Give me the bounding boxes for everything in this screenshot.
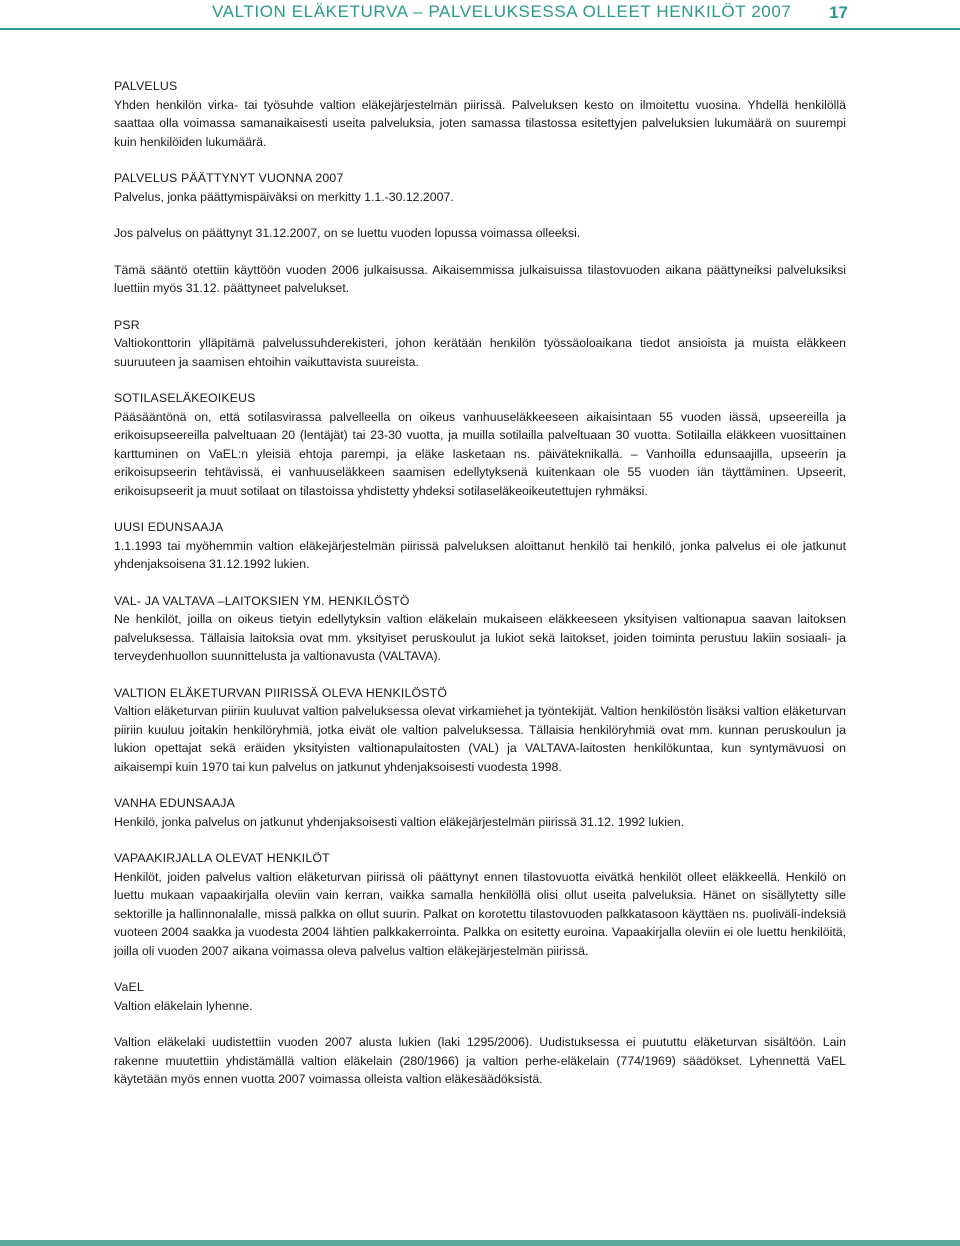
section-heading: VaEL [114,980,144,994]
section-text: Jos palvelus on päättynyt 31.12.2007, on se luettu vuoden lopussa voimassa olleeksi. [114,226,581,240]
section-text: Palvelus, jonka päättymispäiväksi on merkitty 1.1.-30.12.2007. [114,189,454,204]
section-heading: PALVELUS PÄÄTTYNYT VUONNA 2007 [114,171,344,185]
section-psr [114,316,846,372]
section-text: Valtion eläkelaki uudistettiin vuoden 2007 alusta lukien (laki 1295/2006). Uudistuksessa ei puututtu eläketurvan sisältöön. Lain rakenne muutettiin yhdistämällä valtion eläkelain (280/1966) ja valtion perhe-eläkelain (774/1969) säädökset. Lyhennettä VaEL käytetään myös ennen vuotta 2007 voimassa olleista valtion eläkesäädöksistä. [114,1035,846,1086]
section-heading: VANHA EDUNSAAJA [114,796,235,810]
section-heading: VALTION ELÄKETURVAN PIIRISSÄ OLEVA HENKILÖSTÖ [114,685,448,700]
section-text: Tämä sääntö otettiin käyttöön vuoden 2006 julkaisussa. Aikaisemmissa julkaisuissa tilastovuoden aikana päättyneiksi palveluksiksi luettiin myös 31.12. päättyneet palvelukset. [114,262,846,295]
page-header [0,0,960,28]
section-heading: UUSI EDUNSAAJA [114,520,224,534]
section-valtion-elaketurvan [114,684,846,777]
section-heading: VAL- JA VALTAVA –LAITOKSIEN YM. HENKILÖSTÖ [114,593,410,608]
section-heading: PSR [114,317,140,332]
section-heading: VAPAAKIRJALLA OLEVAT HENKILÖT [114,851,330,865]
header-divider [0,28,960,30]
section-text: 1.1.1993 tai myöhemmin valtion eläkejärjestelmän piirissä palveluksen aloittanut henkilö tai henkilö, jonka palvelus ei ole jatkunut yhdenjaksoisena 31.12.1992 lukien. [114,538,846,571]
section-val-valtava [114,592,846,666]
section-palvelus [114,77,846,151]
section-palvelus-paattynyt [114,169,846,298]
section-text: Yhden henkilön virka- tai työsuhde valtion eläkejärjestelmän piirissä. Palveluksen kesto on ilmoitettu vuosina. Yhdellä henkilöllä saattaa olla voimassa samanaikaisesti useita palveluksia, joten samassa tilastossa esitettyjen palveluksien lukumäärä on suurempi kuin henkilöiden lukumäärä. [114,97,846,149]
footer-band [0,1240,960,1246]
section-heading: PALVELUS [114,79,178,93]
section-vanha-edunsaaja [114,794,846,831]
section-vapaakirjalla [114,849,846,960]
section-vael [114,978,846,1089]
section-text: Henkilöt, joiden palvelus valtion eläketurvan piirissä oli päättynyt ennen tilastovuotta eivätkä henkilöt olleet eläkkeellä. Henkilö on luettu mukaan vapaakirjalla oleviin vain kerran, vaikka samalla henkilöllä olisi ollut useita palveluksia. Hänet on sisällytetty sille sektorille ja hallinnonalalle, missä palkka on ollut suurin. Palkat on korotettu tilastovuoden palkkatasoon käyttäen ns. puoliväli-indeksiä vuoteen 2004 saakka ja vuodesta 2004 lähtien palkkakerrointa. Palkka on esitetty euroina. Vapaakirjalla oleviin ei ole luettu henkilöitä, joilla oli vuoden 2007 aikana voimassa oleva palvelus valtion eläkejärjestelmän piirissä. [114,869,846,958]
glossary-content [114,77,846,1107]
section-text: Ne henkilöt, joilla on oikeus tietyin edellytyksin valtion eläkelain mukaiseen eläkkeeseen yksityisen valtionapua saavan laitoksen palveluksessa. Tällaisia laitoksia ovat mm. yksityiset peruskoulut ja lukiot sekä laitokset, joiden toiminta perustuu lakiin sosiaali- ja terveydenhuollon suunnittelusta ja valtionavusta (VALTAVA). [114,612,846,663]
section-text: Valtiokonttorin ylläpitämä palvelussuhderekisteri, johon kerätään henkilön työssäoloaikana tiedot ansioista ja muista eläkkeen suuruuteen ja saamisen ehtoihin vaikuttavista suureista. [114,336,846,369]
page-number: 17 [829,3,848,22]
section-text: Henkilö, jonka palvelus on jatkunut yhdenjaksoisesti valtion eläkejärjestelmän piirissä 31.12. 1992 lukien. [114,814,685,829]
section-uusi-edunsaaja [114,518,846,574]
section-text: Valtion eläketurvan piiriin kuuluvat valtion palveluksessa olevat virkamiehet ja työntekijät. Valtion henkilöstön lisäksi valtion eläketurvan piiriin kuuluu joitakin henkilöryhmiä, jotka eivät ole valtion palveluksessa. Tällaisia henkilöryhmiä ovat mm. kunnan peruskoulun ja lukion opettajat sekä eräiden yksityisten valtionapulaitosten (VAL) ja VALTAVA-laitosten henkilökuntaa, kun syntymävuosi on aikaisempi kuin 1970 tai kun palvelus on jatkunut yhdenjaksoisesti vuodesta 1998. [114,704,846,774]
section-heading: SOTILASELÄKEOIKEUS [114,391,256,405]
section-text: Pääsääntönä on, että sotilasvirassa palvelleella on oikeus vanhuuseläkkeeseen aikaisintaan 55 vuoden iässä, upseereilla ja erikoisupseereilla palveltuaan 20 (lentäjät) tai 23-30 vuotta, ja muilla sotilailla palveltuaan 30 vuotta. Sotilailla eläkkeen vuosittainen karttuminen on VaEL:n yleisiä ehtoja parempi, ja eläke lasketaan ns. päiväteknikalla. – Vanhoilla edunsaajilla, upseerin ja erikoisupseerin tehtävissä, ei vanhuuseläkkeen saamisen edellytyksenä kuitenkaan ole 55 vuoden iän täyttäminen. Upseerit, erikoisupseerit ja muut sotilaat on tilastoissa yhdistetty yhdeksi sotilaseläkeoikeutettujen ryhmäksi. [114,409,846,498]
running-header-title: VALTION ELÄKETURVA – PALVELUKSESSA OLLEET HENKILÖT 2007 [212,2,792,21]
section-text: Valtion eläkelain lyhenne. [114,998,253,1013]
section-sotilaselakeoikeus [114,389,846,500]
